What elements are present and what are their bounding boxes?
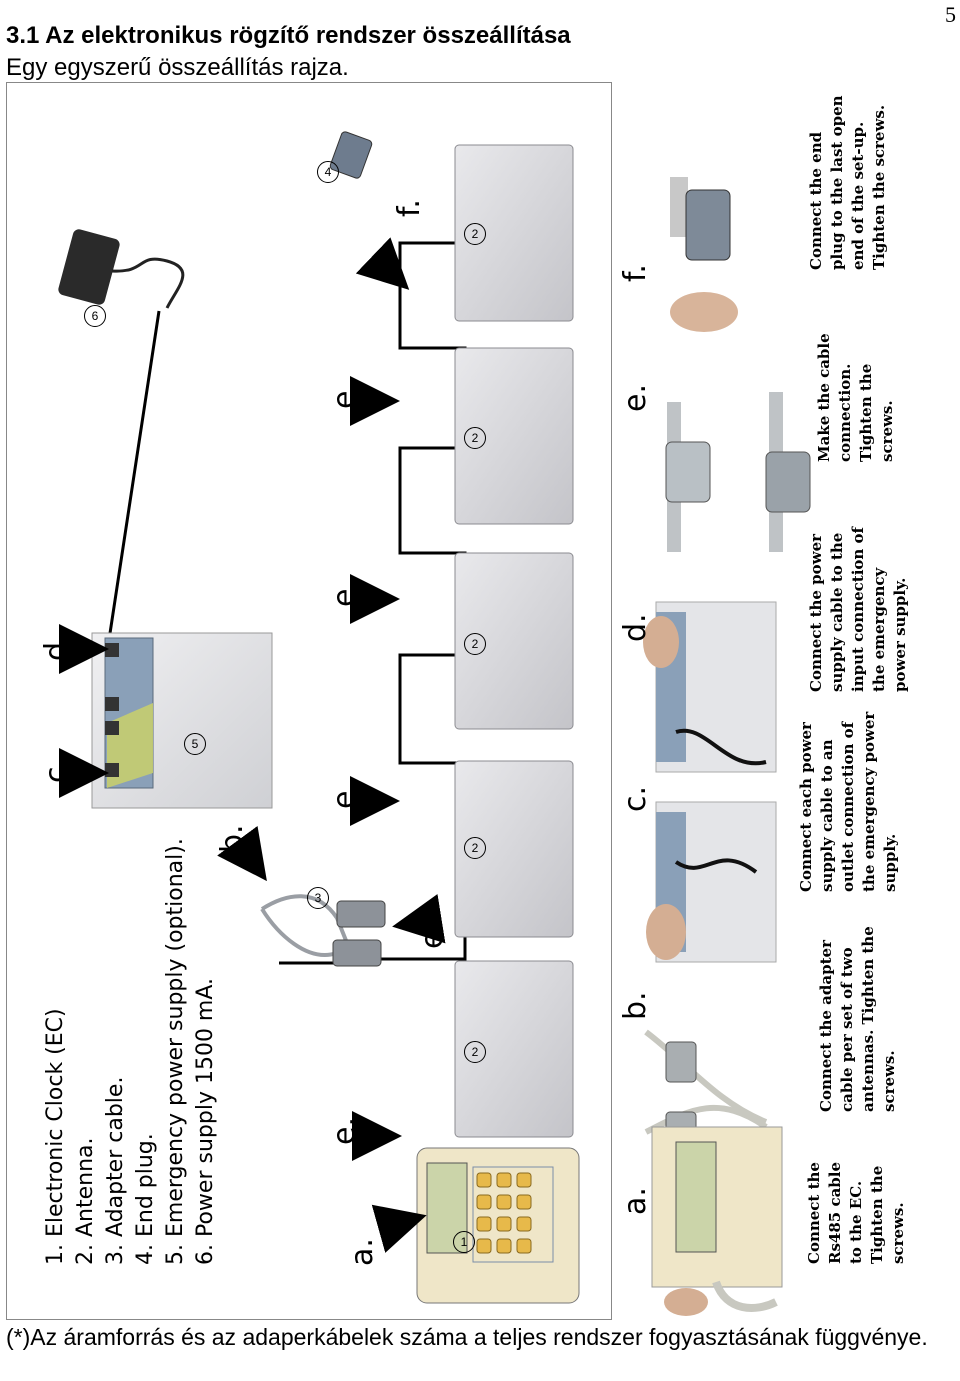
arrow-letter-a: a. <box>345 1238 380 1266</box>
step-caption-d: Connect the power supply cable to the input connection of the emergency power supply. <box>807 527 909 692</box>
arrow-letter-e1: e. <box>327 1117 362 1145</box>
adapter-plug-b <box>333 940 381 966</box>
section-heading: 3.1 Az elektronikus rögzítő rendszer összeállítása <box>6 22 571 49</box>
arrow-letter-e3: e. <box>327 781 362 809</box>
legend-item-2: 2. Antenna. <box>73 1137 98 1265</box>
component-number-2e: 2 <box>464 223 486 245</box>
component-number-2: 2 <box>464 1041 486 1063</box>
legend-item-6: 6. Power supply 1500 mA. <box>193 977 218 1265</box>
step-letter-a: a. <box>618 1187 653 1215</box>
step-caption-e: Make the cable connection. Tighten the screws. <box>815 333 896 462</box>
step-letter-d: d. <box>618 613 653 642</box>
electronic-clock-device <box>417 1148 579 1303</box>
step-caption-b: Connect the adapter cable per set of two antennas. Tighten the screws. <box>817 926 898 1112</box>
arrow-letter-e5: e. <box>327 381 362 409</box>
setup-diagram-figure <box>6 82 612 1320</box>
component-number-2b: 2 <box>464 837 486 859</box>
arrow-letter-d: d. <box>39 632 74 661</box>
step-caption-f: Connect the end plug to the last open end of the set-up. Tighten the screws. <box>807 95 888 270</box>
antenna-cables <box>107 243 465 963</box>
legend-item-3: 3. Adapter cable. <box>103 1076 128 1265</box>
adapter-plug-a <box>337 901 385 927</box>
arrow-letter-e4: e. <box>327 579 362 607</box>
setup-diagram-drawing <box>7 83 611 1319</box>
photo-a-clock-cable <box>652 1127 782 1316</box>
component-number-2c: 2 <box>464 633 486 655</box>
photo-c-power-outlet <box>646 802 776 962</box>
footnote: (*)Az áramforrás és az adaperkábelek száma a teljes rendszer fogyasztásának függvénye. <box>6 1324 928 1350</box>
step-photos-drawing <box>616 82 956 1318</box>
component-number-1: 1 <box>453 1231 475 1253</box>
legend-item-4: 4. End plug. <box>133 1133 158 1265</box>
component-number-2d: 2 <box>464 427 486 449</box>
steps-panel <box>616 82 956 1318</box>
arrow-letter-b: b. <box>215 824 250 853</box>
step-letter-f: f. <box>618 264 653 282</box>
legend-item-1: 1. Electronic Clock (EC) <box>43 1008 68 1265</box>
photo-f-end-plug <box>670 177 738 332</box>
component-number-3: 3 <box>307 887 329 909</box>
photo-d-power-input <box>643 602 776 772</box>
arrow-letter-f: f. <box>392 199 427 217</box>
section-subheading: Egy egyszerű összeállítás rajza. <box>6 54 349 81</box>
power-supply-adapter <box>57 228 183 308</box>
component-number-6: 6 <box>84 305 106 327</box>
step-letter-c: c. <box>618 785 653 812</box>
step-caption-c: Connect each power supply cable to an outlet connection of the emergency power supply. <box>797 711 899 892</box>
step-letter-e: e. <box>618 384 653 412</box>
component-number-4: 4 <box>317 161 339 183</box>
step-letter-b: b. <box>618 991 653 1020</box>
page-number: 5 <box>945 2 956 27</box>
arrow-letter-e2: e. <box>415 921 450 949</box>
legend-item-5: 5. Emergency power supply (optional). <box>163 838 188 1265</box>
photo-e-cable-connection <box>666 392 810 552</box>
emergency-power-supply <box>92 633 272 808</box>
component-number-5: 5 <box>184 733 206 755</box>
arrow-letter-c: c. <box>39 756 74 783</box>
step-caption-a: Connect the Rs485 cable to the EC. Tighten the screws. <box>805 1161 907 1264</box>
